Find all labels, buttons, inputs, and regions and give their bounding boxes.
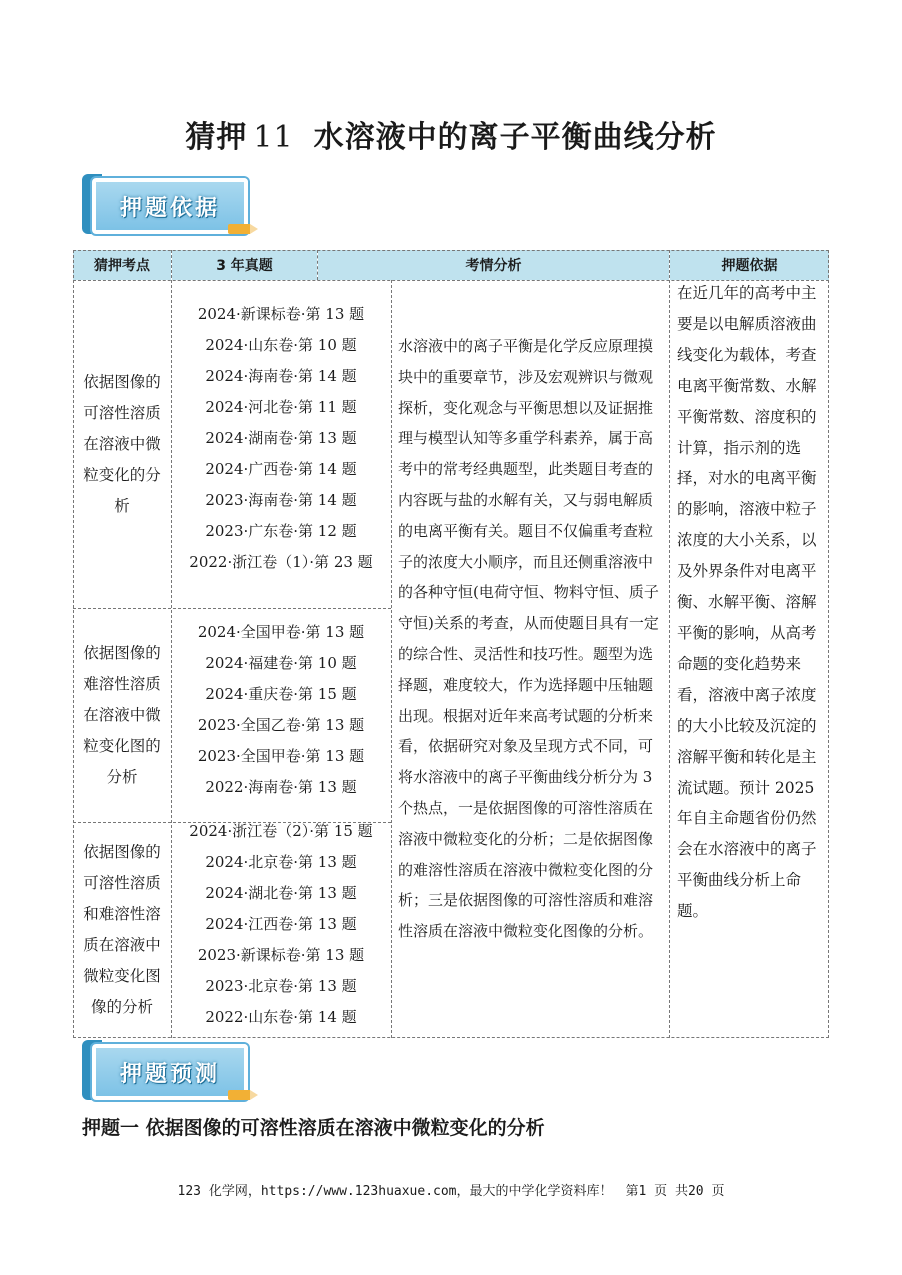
header-exams: 3 年真题 <box>172 250 317 280</box>
exam-list <box>171 816 391 1033</box>
list-item: 2022·山东卷·第 14 题 <box>205 1008 357 1026</box>
list-item: 2024·全国甲卷·第 13 题 <box>197 623 365 641</box>
list-item: 2023·全国甲卷·第 13 题 <box>197 747 365 765</box>
list-item: 2022·海南卷·第 13 题 <box>205 778 357 796</box>
header-topic: 猜押考点 <box>73 250 171 280</box>
list-item: 2024·海南卷·第 14 题 <box>205 367 357 385</box>
list-item: 2022·浙江卷（1）·第 23 题 <box>189 553 373 571</box>
list-item: 2023·海南卷·第 14 题 <box>205 491 357 509</box>
page-footer: 123 化学网，https://www.123huaxue.com，最大的中学化学资料库！ 第1 页 共20 页 <box>177 1184 725 1199</box>
list-item: 2023·广东卷·第 12 题 <box>205 522 357 540</box>
topic-cell: 依据图像的难溶性溶质在溶液中微粒变化图的分析 <box>83 643 161 786</box>
list-item: 2024·新课标卷·第 13 题 <box>197 305 365 323</box>
header-analysis: 考情分析 <box>318 250 669 280</box>
exam-basis-table <box>73 250 829 1038</box>
list-item: 2024·浙江卷（2）·第 15 题 <box>189 822 373 840</box>
analysis-text: 水溶液中的离子平衡是化学反应原理摸块中的重要章节，涉及宏观辨识与微观探析，变化观念与平衡思想以及证据推理与模型认知等多重学科素养，属于高考中的常考经典题型，此类题目考查的内容既与盐的水解有关，又与弱电解质的电离平衡有关。题目不仅偏重考查粒子的浓度大小顺序，而且还侧重溶液中的各种守恒(电荷守恒、物料守恒、质子守恒)关系的考查，从而使题目具有一定的综合性、灵活性和技巧性。题型为选择题，难度较大，作为选择题中压轴题出现。根据对近年来高考试题的分析来看，依据研究对象及呈现方式不同，可将水溶液中的离子平衡曲线分析分为 3 个热点，一是依据图像的可溶性溶质在溶液中微粒变化的分析；二是依据图像的难溶性溶质在溶液中微粒变化图的分析；三是依据图像的可溶性溶质和难溶性溶质在溶液中微粒变化图像的分析。 <box>398 337 659 941</box>
exam-list <box>171 617 391 803</box>
list-item: 2023·新课标卷·第 13 题 <box>197 946 365 964</box>
list-item: 2023·北京卷·第 13 题 <box>205 977 357 995</box>
exam-list <box>171 299 391 578</box>
section-banner-basis <box>82 174 258 238</box>
list-item: 2024·山东卷·第 10 题 <box>205 336 357 354</box>
page-title: 猜押 11 水溶液中的离子平衡曲线分析 <box>185 120 717 155</box>
header-basis: 押题依据 <box>670 250 829 280</box>
list-item: 2024·北京卷·第 13 题 <box>205 853 357 871</box>
section-heading: 押题一 依据图像的可溶性溶质在溶液中微粒变化的分析 <box>82 1117 545 1139</box>
list-item: 2024·江西卷·第 13 题 <box>205 915 357 933</box>
list-item: 2024·福建卷·第 10 题 <box>205 654 357 672</box>
pencil-icon <box>228 224 258 234</box>
list-item: 2024·湖南卷·第 13 题 <box>205 429 357 447</box>
banner-label: 押题预测 <box>119 1061 220 1087</box>
list-item: 2024·广西卷·第 14 题 <box>205 460 357 478</box>
basis-text: 在近几年的高考中主要是以电解质溶液曲线变化为载体，考查电离平衡常数、水解平衡常数、溶度积的计算，指示剂的选择，对水的电离平衡的影响，溶液中粒子浓度的大小关系，以及外界条件对电离平衡、水解平衡、溶解平衡的影响，从高考命题的变化趋势来看，溶液中离子浓度的大小比较及沉淀的溶解平衡和转化是主流试题。预计 2025 年自主命题省份仍然会在水溶液中的离子平衡曲线分析上命题。 <box>677 284 817 921</box>
banner-label: 押题依据 <box>119 195 220 221</box>
list-item: 2024·河北卷·第 11 题 <box>205 398 357 416</box>
pencil-icon <box>228 1090 258 1100</box>
list-item: 2024·重庆卷·第 15 题 <box>205 685 357 703</box>
list-item: 2024·湖北卷·第 13 题 <box>205 884 357 902</box>
section-banner-predict <box>82 1040 258 1104</box>
topic-cell: 依据图像的可溶性溶质在溶液中微粒变化的分析 <box>83 372 161 515</box>
list-item: 2023·全国乙卷·第 13 题 <box>197 716 365 734</box>
topic-cell: 依据图像的可溶性溶质和难溶性溶质在溶液中微粒变化图像的分析 <box>83 842 161 1016</box>
